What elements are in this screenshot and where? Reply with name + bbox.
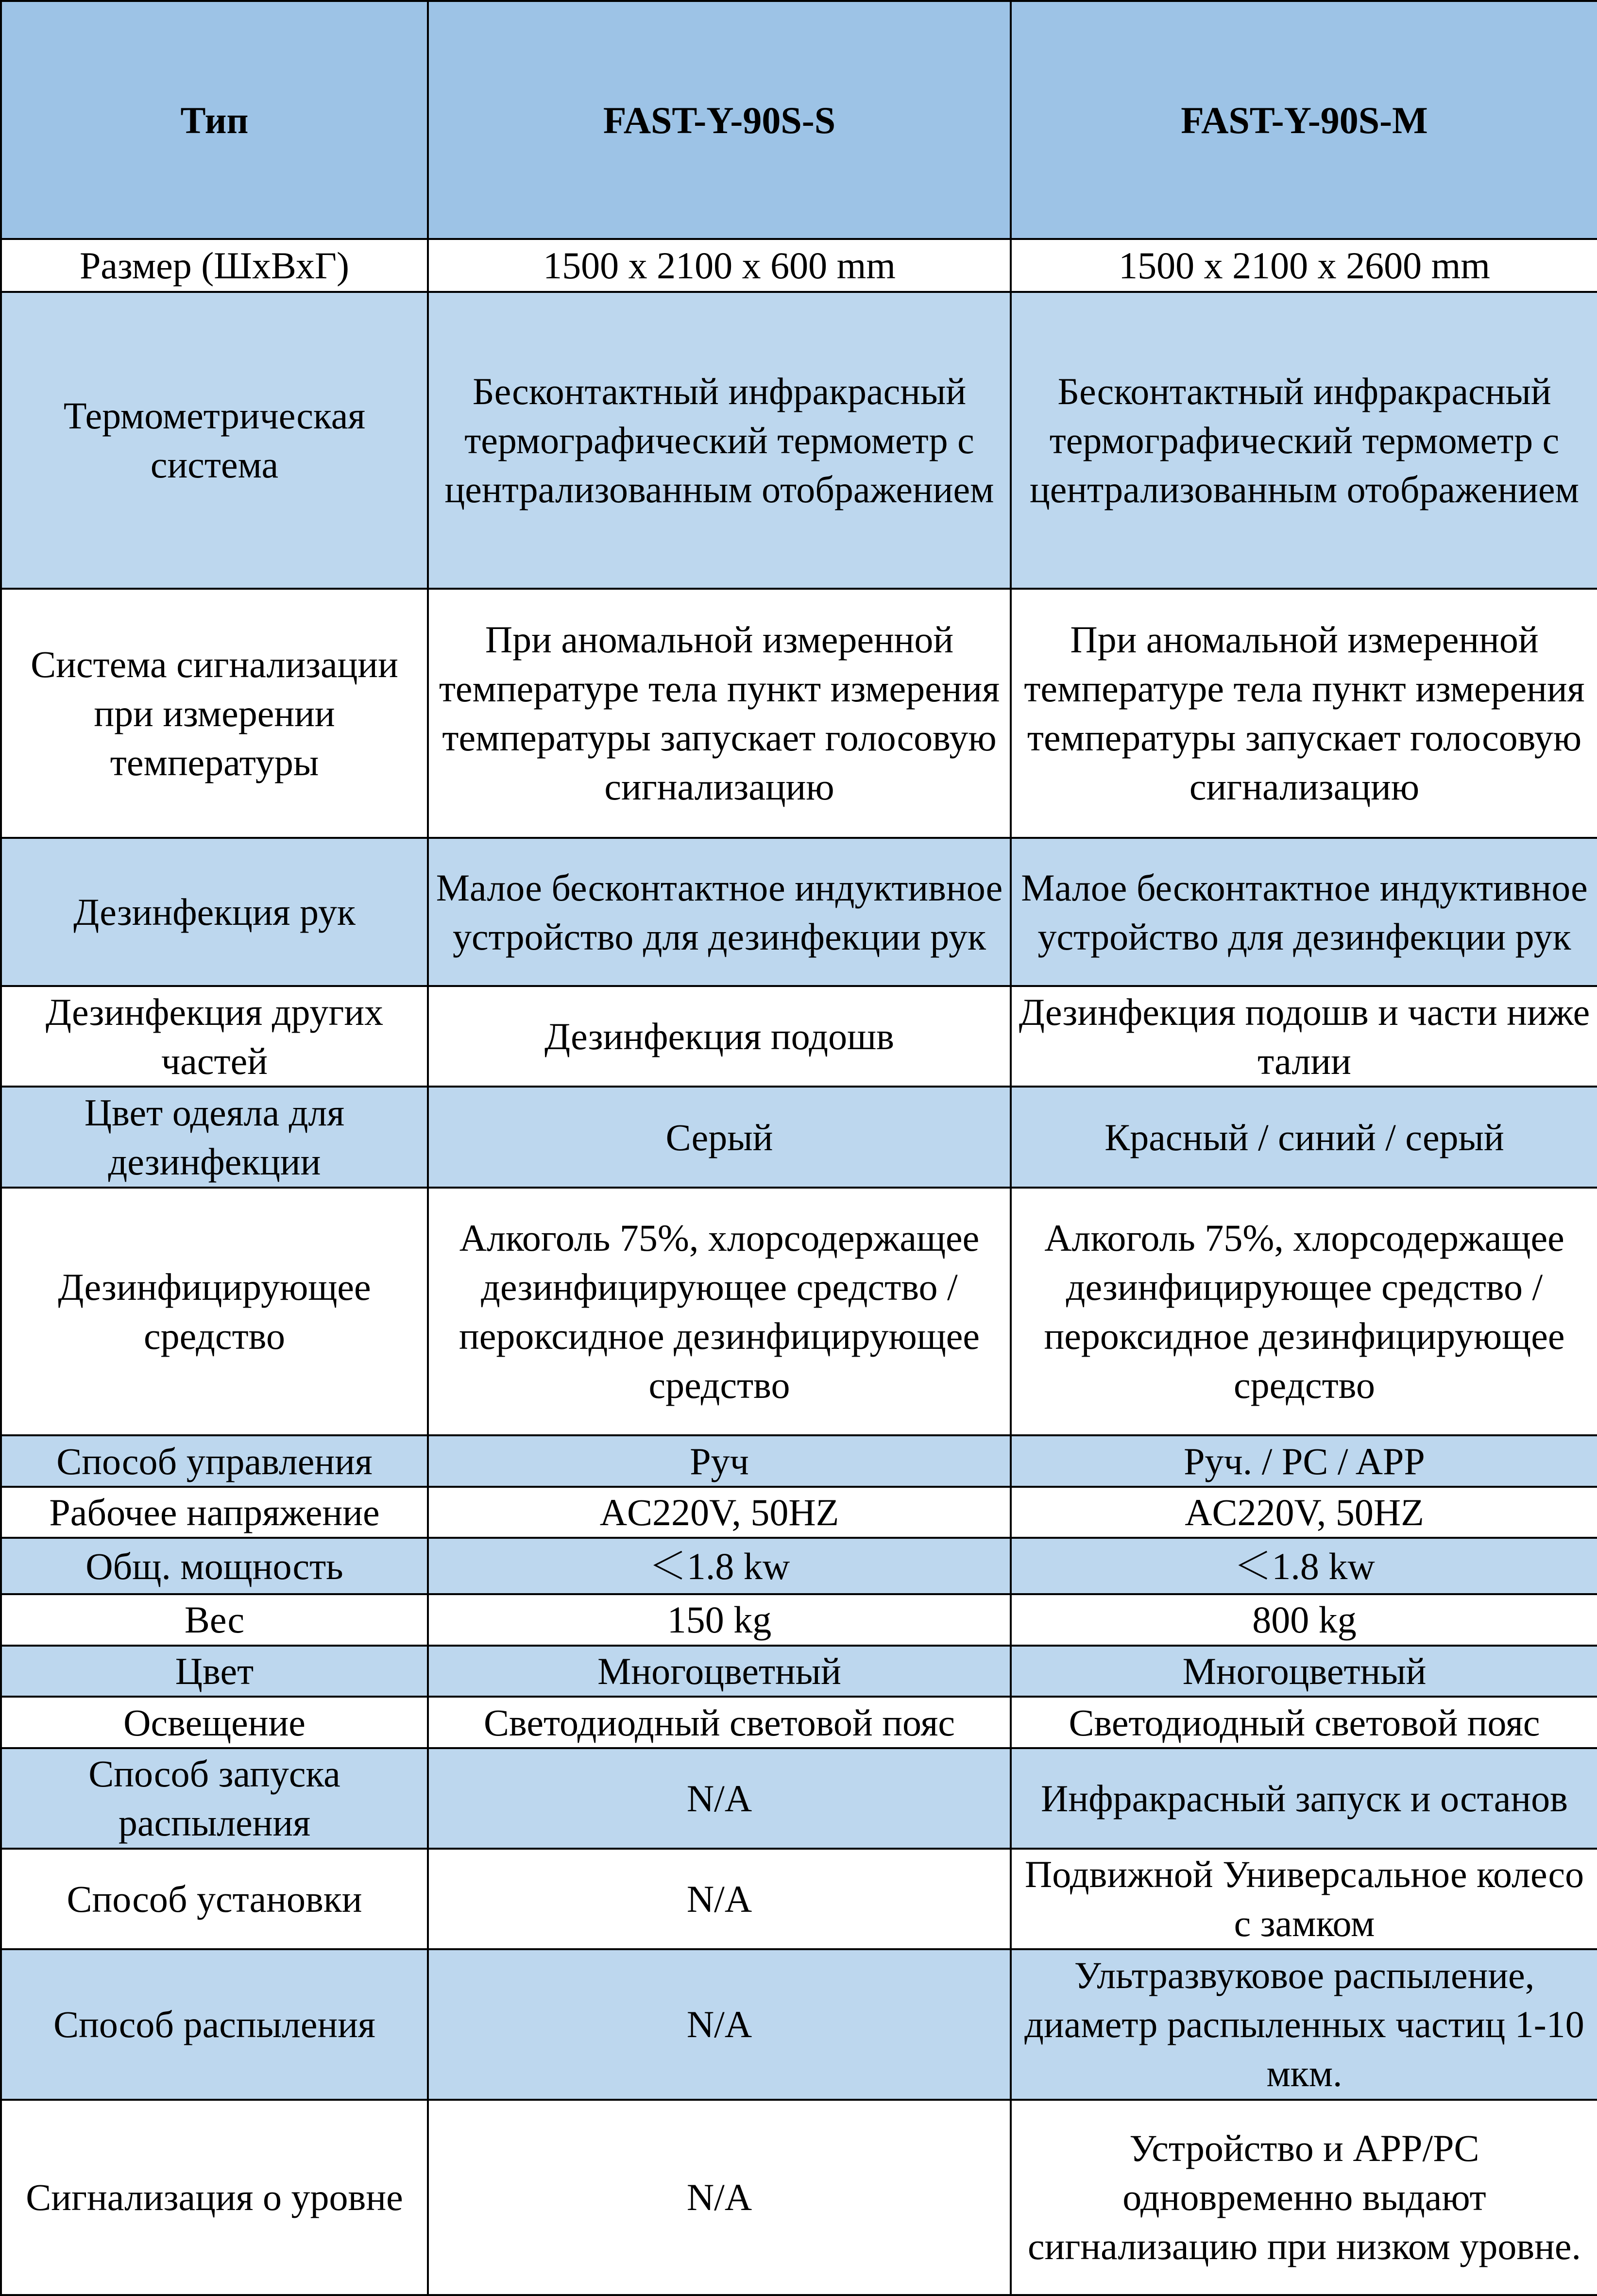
table-row [1,589,1597,838]
header-row [1,1,1597,239]
value-model-s: Бесконтактный инфракрасный термографический термометр с централизованным отображением [428,292,1011,589]
value-model-s: Алкоголь 75%, хлорсодержащее дезинфицирующее средство / пероксидное дезинфицирующее средство [428,1188,1011,1436]
table-row [1,292,1597,589]
row-label: Освещение [1,1697,428,1748]
table-row [1,239,1597,292]
value-model-s: N/A [428,2100,1011,2295]
value-model-m: AC220V, 50HZ [1011,1487,1597,1538]
table-row [1,1087,1597,1187]
table-row [1,838,1597,986]
header-model-s: FAST-Y-90S-S [428,1,1011,239]
value-model-m: Бесконтактный инфракрасный термографический термометр с централизованным отображением [1011,292,1597,589]
value-model-s: Руч [428,1435,1011,1487]
value-model-s: 150 kg [428,1594,1011,1646]
table-row [1,1697,1597,1748]
row-label: Способ распыления [1,1949,428,2100]
value-model-m: Малое бесконтактное индуктивное устройство для дезинфекции рук [1011,838,1597,986]
header-type: Тип [1,1,428,239]
row-label: Цвет [1,1646,428,1697]
table-row [1,1849,1597,1949]
value-model-m: Инфракрасный запуск и останов [1011,1748,1597,1849]
row-label: Рабочее напряжение [1,1487,428,1538]
row-label: Вес [1,1594,428,1646]
value-model-s: 1500 x 2100 x 600 mm [428,239,1011,292]
value-model-s: N/A [428,1748,1011,1849]
value-model-m: Дезинфекция подошв и части ниже талии [1011,986,1597,1087]
value-model-s: AC220V, 50HZ [428,1487,1011,1538]
table-row [1,986,1597,1087]
header-model-m: FAST-Y-90S-M [1011,1,1597,239]
table-row [1,1435,1597,1487]
value-model-s: Дезинфекция подошв [428,986,1011,1087]
value-model-s: N/A [428,1949,1011,2100]
table-row [1,1646,1597,1697]
value-model-m: 1500 x 2100 x 2600 mm [1011,239,1597,292]
row-label: Способ запуска распыления [1,1748,428,1849]
value-model-m: Красный / синий / серый [1011,1087,1597,1187]
value-model-m: Устройство и APP/PC одновременно выдают сигнализацию при низком уровне. [1011,2100,1597,2295]
row-label: Цвет одеяла для дезинфекции [1,1087,428,1187]
value-model-m: Руч. / PC / APP [1011,1435,1597,1487]
value-model-s: Серый [428,1087,1011,1187]
row-label: Термометрическая система [1,292,428,589]
value-model-m: 800 kg [1011,1594,1597,1646]
value-model-m: ＜1.8 kw [1011,1538,1597,1594]
value-model-m: Многоцветный [1011,1646,1597,1697]
row-label: Сигнализация о уровне [1,2100,428,2295]
value-model-s: Малое бесконтактное индуктивное устройство для дезинфекции рук [428,838,1011,986]
value-model-m: При аномальной измеренной температуре тела пункт измерения температуры запускает голосовую сигнализацию [1011,589,1597,838]
row-label: Способ управления [1,1435,428,1487]
value-model-s: При аномальной измеренной температуре тела пункт измерения температуры запускает голосовую сигнализацию [428,589,1011,838]
table-row [1,1188,1597,1436]
row-label: Система сигнализации при измерении температуры [1,589,428,838]
value-model-m: Алкоголь 75%, хлорсодержащее дезинфицирующее средство / пероксидное дезинфицирующее средство [1011,1188,1597,1436]
row-label: Дезинфицирующее средство [1,1188,428,1436]
value-model-s: Светодиодный световой пояс [428,1697,1011,1748]
table-row [1,1538,1597,1594]
value-model-m: Подвижной Универсальное колесо с замком [1011,1849,1597,1949]
table-row [1,1949,1597,2100]
table-row [1,2100,1597,2295]
value-model-m: Светодиодный световой пояс [1011,1697,1597,1748]
table-row [1,1487,1597,1538]
row-label: Размер (ШхВхГ) [1,239,428,292]
value-model-s: Многоцветный [428,1646,1011,1697]
row-label: Дезинфекция других частей [1,986,428,1087]
table-row [1,1594,1597,1646]
value-model-m: Ультразвуковое распыление, диаметр распыленных частиц 1-10 мкм. [1011,1949,1597,2100]
value-model-s: ＜1.8 kw [428,1538,1011,1594]
row-label: Общ. мощность [1,1538,428,1594]
table-row [1,1748,1597,1849]
row-label: Способ установки [1,1849,428,1949]
value-model-s: N/A [428,1849,1011,1949]
row-label: Дезинфекция рук [1,838,428,986]
